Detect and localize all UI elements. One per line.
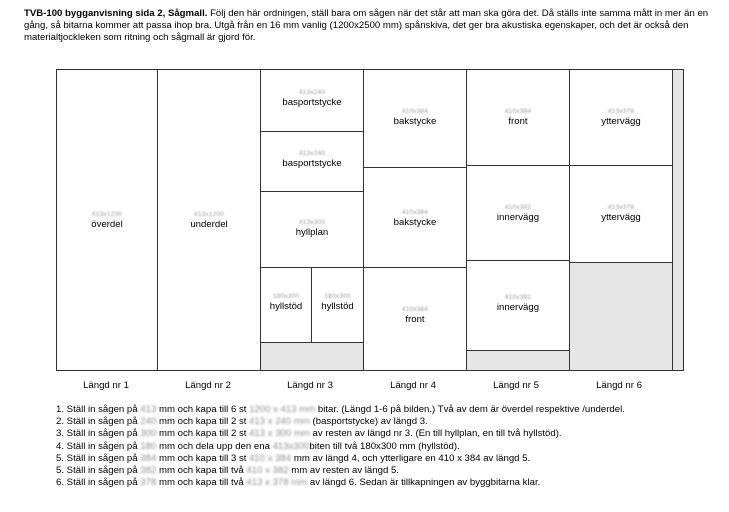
piece-bakstycke	[364, 168, 466, 268]
length-label-1: Längd nr 1	[83, 380, 129, 391]
step-text: bitar. (Längd 1-6 på bilden.) Två av dem är överdel respektive /underdel.	[315, 404, 625, 415]
length-6-column	[570, 70, 673, 370]
piece-name: basportstycke	[282, 97, 342, 108]
piece-dimension: 413x240	[298, 89, 326, 96]
step-text: mm och dela upp den ena	[156, 440, 273, 452]
piece-dimension: 410x384	[401, 306, 429, 313]
piece-dimension: 410x384	[401, 108, 429, 115]
board-remainder	[673, 70, 683, 370]
piece-name: hyllstöd	[321, 301, 354, 312]
step-value: 413 x 378 mm	[246, 477, 308, 489]
instruction-step	[56, 465, 716, 477]
intro-title: TVB-100 bygganvisning sida 2, Sågmall.	[24, 8, 208, 19]
instruction-step	[56, 453, 716, 465]
piece-name: hyllstöd	[269, 301, 303, 312]
piece-dimension: 413x1200	[91, 211, 123, 218]
step-text: 4. Ställ in sågen på	[56, 440, 141, 452]
piece-name: underdel	[190, 219, 228, 230]
piece-basportstycke	[261, 132, 363, 192]
piece-yttervagg	[570, 166, 672, 263]
length-label-5: Längd nr 5	[493, 380, 539, 391]
step-value: 410 x 382	[246, 465, 289, 477]
length-label-6: Längd nr 6	[596, 380, 642, 391]
step-text: mm av resten av längd 5.	[288, 465, 399, 477]
intro-text	[24, 8, 714, 44]
length-1-column	[57, 70, 158, 370]
piece-name: front	[405, 314, 425, 325]
cutting-board	[56, 69, 684, 371]
step-text: 5. Ställ in sågen på	[56, 465, 141, 477]
piece-name: överdel	[91, 219, 123, 230]
step-text: mm och kapa till 6 st	[156, 404, 250, 415]
step-value: 1200 x 413 mm	[249, 404, 316, 415]
step-value: 410 x 384	[249, 452, 292, 464]
piece-dimension: 180x300	[324, 293, 351, 300]
piece-underdel	[158, 70, 260, 370]
piece-overdel	[57, 70, 157, 370]
step-value: 382	[140, 465, 157, 477]
piece-name: innervägg	[496, 302, 540, 313]
step-text: mm och kapa till 3 st	[156, 452, 250, 464]
instruction-step	[56, 428, 716, 440]
piece-hyllstod	[261, 268, 312, 343]
instruction-step	[56, 477, 716, 489]
piece-dimension: 413x300	[298, 219, 326, 226]
step-text: mm och kapa till två	[156, 477, 247, 489]
piece-name: yttervägg	[601, 116, 641, 127]
piece-dimension: 413x378	[607, 108, 635, 115]
piece-bakstycke	[364, 70, 466, 168]
intro-body: Följ den här ordningen, ställ bara om sågen när det står att man ska göra det. Då ställs inte samma mått in mer än en gång, så bitarna kommer att passa ihop bra. Utgå från en 16 mm vanlig (1200x2500 mm) spånskiva, det ger bra akustiska egenskaper, och det är också den materialtjockleken som ritning och sågmall är gjord för.	[24, 8, 709, 43]
piece-name: yttervägg	[601, 212, 641, 223]
step-text: mm och kapa till 2 st	[156, 416, 250, 428]
length-label-4: Längd nr 4	[390, 380, 436, 391]
step-value: 413 x 300 mm	[249, 428, 310, 440]
step-text: av resten av längd nr 3. (En till hyllplan, en till två hyllstöd).	[309, 428, 562, 440]
piece-front	[467, 70, 569, 166]
step-text: mm och kapa till 2 st	[156, 428, 250, 440]
step-text: biten till två 180x300 mm (hyllstöd).	[309, 440, 460, 452]
step-value: 300	[140, 428, 157, 440]
piece-dimension: 410x384	[401, 209, 429, 216]
piece-name: bakstycke	[393, 116, 437, 127]
step-value: 240	[140, 416, 157, 428]
length-2-column	[158, 70, 261, 370]
step-value: 413	[140, 404, 157, 415]
piece-hyllstod	[312, 268, 363, 343]
instruction-step	[56, 441, 716, 453]
piece-dimension: 413x240	[298, 150, 326, 157]
piece-dimension: 410x382	[504, 204, 532, 211]
piece-name: innervägg	[496, 212, 540, 223]
piece-front	[364, 268, 466, 370]
step-value: 413 x 240 mm	[249, 416, 310, 428]
waste-area	[261, 343, 363, 370]
waste-area	[467, 351, 569, 370]
piece-basportstycke	[261, 70, 363, 132]
instruction-step	[56, 404, 716, 416]
piece-hyllplan	[261, 192, 363, 268]
step-text: 5. Ställ in sågen på	[56, 452, 141, 464]
step-text: av längd 6. Sedan är tillkapningen av byggbitarna klar.	[307, 477, 541, 489]
piece-yttervagg	[570, 70, 672, 166]
piece-name: bakstycke	[393, 217, 437, 228]
piece-dimension: 413x1200	[193, 211, 225, 218]
length-label-3: Längd nr 3	[287, 380, 333, 391]
length-5-column	[467, 70, 570, 370]
piece-innervagg	[467, 261, 569, 351]
step-text: 1. Ställ in sågen på	[56, 404, 141, 415]
step-text: (basportstycke) av längd 3.	[309, 416, 428, 428]
piece-name: basportstycke	[282, 158, 342, 169]
step-value: 384	[140, 452, 157, 464]
piece-dimension: 410x382	[504, 294, 532, 301]
step-value: 378	[140, 477, 157, 489]
length-3-column	[261, 70, 364, 370]
step-value: 413x300	[272, 440, 310, 452]
step-text: mm av längd 4, och ytterligare en 410 x 384 av längd 5.	[291, 452, 531, 464]
waste-area	[570, 263, 672, 370]
step-value: 180	[140, 440, 157, 452]
step-text: 3. Ställ in sågen på	[56, 428, 141, 440]
piece-name: hyllplan	[295, 227, 329, 238]
instruction-list	[56, 404, 716, 489]
piece-innervagg	[467, 166, 569, 261]
instruction-step	[56, 416, 716, 428]
length-4-column	[364, 70, 467, 370]
length-label-2: Längd nr 2	[185, 380, 231, 391]
step-text: 6. Ställ in sågen på	[56, 477, 141, 489]
step-text: 2. Ställ in sågen på	[56, 416, 141, 428]
step-text: mm och kapa till två	[156, 465, 247, 477]
piece-name: front	[508, 116, 528, 127]
piece-dimension: 413x378	[607, 204, 635, 211]
piece-dimension: 180x300	[272, 293, 300, 300]
piece-dimension: 410x384	[504, 108, 532, 115]
